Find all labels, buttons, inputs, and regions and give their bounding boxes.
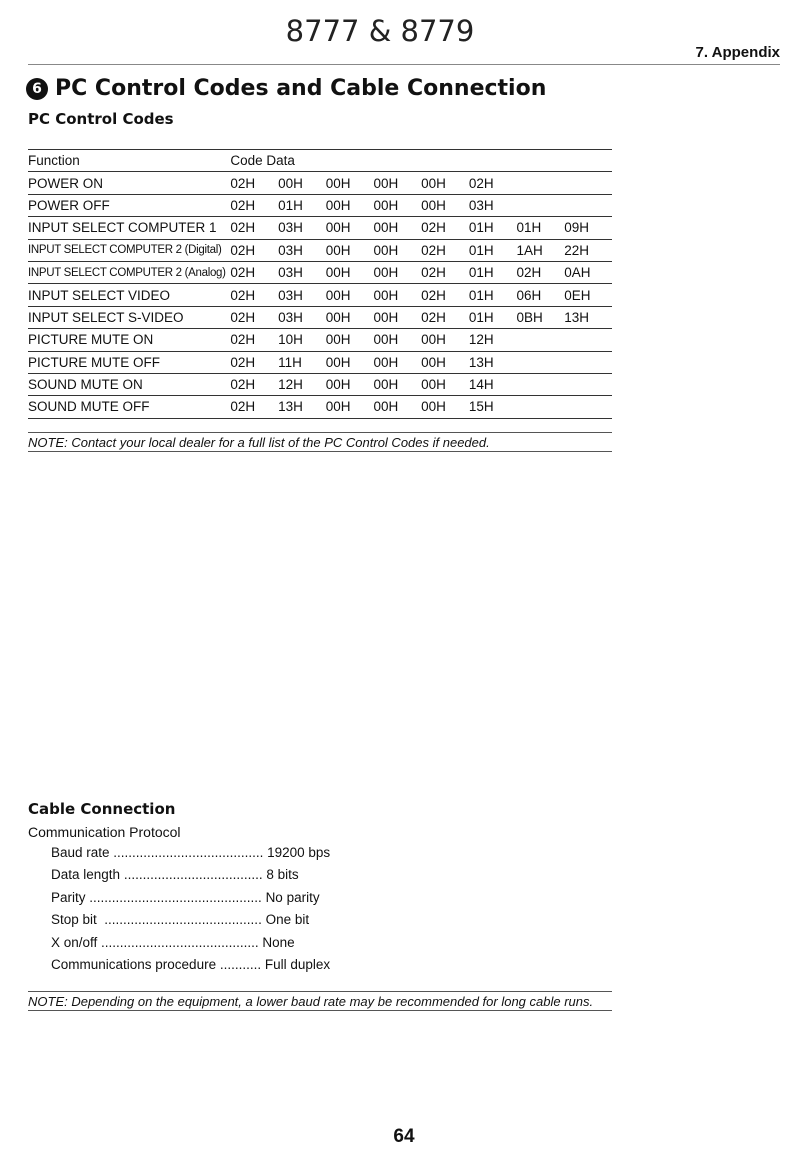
code-cell: 01H bbox=[516, 220, 542, 236]
column-header-code-data: Code Data bbox=[230, 153, 295, 169]
code-cell: 02H bbox=[421, 265, 446, 281]
code-cell bbox=[517, 373, 565, 395]
code-cell: 03H bbox=[278, 242, 303, 258]
code-cell: 02H bbox=[230, 309, 256, 325]
table-row bbox=[28, 351, 612, 373]
code-cell: 00H bbox=[278, 175, 303, 191]
protocol-item-dots: .......................................... bbox=[97, 934, 263, 950]
function-cell: POWER OFF bbox=[28, 197, 110, 213]
code-cell: 06H bbox=[516, 287, 542, 303]
function-cell: POWER ON bbox=[28, 175, 104, 191]
table-row bbox=[28, 194, 612, 216]
protocol-item-label: Parity bbox=[51, 889, 86, 905]
code-cell: 02H bbox=[421, 287, 446, 303]
code-cell: 01H bbox=[468, 220, 494, 236]
code-cell bbox=[517, 351, 565, 373]
code-cell: 00H bbox=[421, 332, 446, 348]
protocol-item-value: One bit bbox=[265, 912, 310, 928]
code-cell: 0BH bbox=[516, 309, 543, 325]
protocol-item-dots: .......................................... bbox=[96, 912, 266, 928]
code-cell: 15H bbox=[468, 399, 494, 415]
code-cell: 03H bbox=[278, 309, 303, 325]
code-cell bbox=[517, 396, 565, 418]
code-cell: 03H bbox=[278, 220, 303, 236]
pc-control-codes-table bbox=[28, 149, 612, 419]
code-cell: 02H bbox=[421, 309, 446, 325]
protocol-item-value: 19200 bps bbox=[267, 845, 331, 860]
protocol-item-value: 8 bits bbox=[266, 867, 299, 883]
code-cell: 03H bbox=[278, 265, 303, 281]
protocol-item bbox=[51, 954, 330, 976]
code-cell: 1AH bbox=[516, 242, 543, 258]
table-row bbox=[28, 396, 612, 418]
code-cell: 02H bbox=[230, 377, 256, 393]
protocol-item bbox=[51, 887, 330, 909]
code-cell: 12H bbox=[468, 332, 494, 348]
table-row bbox=[28, 284, 612, 306]
code-cell: 02H bbox=[421, 220, 446, 236]
main-heading bbox=[26, 76, 546, 101]
code-cell bbox=[517, 194, 565, 216]
code-cell: 01H bbox=[468, 287, 494, 303]
code-cell: 00H bbox=[325, 197, 351, 213]
code-cell: 13H bbox=[564, 309, 589, 325]
table-body bbox=[28, 172, 612, 418]
protocol-list bbox=[51, 842, 330, 976]
code-cell bbox=[517, 329, 565, 351]
code-cell: 00H bbox=[421, 377, 446, 393]
code-cell: 14H bbox=[468, 377, 494, 393]
function-cell: INPUT SELECT COMPUTER 1 bbox=[28, 220, 217, 236]
code-cell: 13H bbox=[278, 399, 303, 415]
table-row bbox=[28, 217, 612, 239]
table-row bbox=[28, 172, 612, 194]
protocol-item-dots: .............................................. bbox=[85, 889, 266, 905]
protocol-item-value: No parity bbox=[265, 889, 320, 905]
code-cell: 00H bbox=[373, 399, 399, 415]
code-cell: 00H bbox=[325, 332, 351, 348]
code-cell: 02H bbox=[230, 399, 256, 415]
function-cell: SOUND MUTE OFF bbox=[28, 399, 150, 415]
function-cell: INPUT SELECT COMPUTER 2 (Analog) bbox=[28, 266, 226, 279]
code-cell: 00H bbox=[421, 175, 446, 191]
code-cell: 0EH bbox=[564, 287, 591, 303]
code-cell: 00H bbox=[325, 175, 351, 191]
main-heading-title: PC Control Codes and Cable Connection bbox=[55, 76, 547, 101]
code-cell: 00H bbox=[373, 242, 399, 258]
protocol-item bbox=[51, 864, 330, 886]
code-cell bbox=[564, 351, 612, 373]
protocol-item-label: X on/off bbox=[51, 934, 98, 950]
code-cell bbox=[564, 329, 612, 351]
code-cell: 10H bbox=[278, 332, 303, 348]
protocol-item bbox=[51, 842, 330, 864]
code-cell bbox=[517, 172, 565, 194]
protocol-item-value: None bbox=[262, 934, 295, 950]
protocol-item bbox=[51, 909, 330, 931]
code-cell: 02H bbox=[421, 242, 446, 258]
code-cell: 00H bbox=[373, 175, 399, 191]
communication-protocol-title: Communication Protocol bbox=[28, 824, 181, 840]
column-header-function: Function bbox=[28, 153, 80, 169]
code-cell: 00H bbox=[325, 265, 351, 281]
page-number: 64 bbox=[393, 1126, 415, 1147]
header-rule bbox=[28, 64, 780, 65]
function-cell: PICTURE MUTE OFF bbox=[28, 354, 160, 370]
table-row bbox=[28, 239, 612, 261]
table-row bbox=[28, 261, 612, 283]
code-cell: 00H bbox=[421, 354, 446, 370]
code-cell: 00H bbox=[373, 197, 399, 213]
code-cell: 00H bbox=[373, 265, 399, 281]
function-cell: INPUT SELECT S-VIDEO bbox=[28, 309, 184, 325]
code-cell: 00H bbox=[325, 377, 351, 393]
code-cell: 01H bbox=[468, 242, 494, 258]
code-cell: 00H bbox=[325, 287, 351, 303]
code-cell: 00H bbox=[325, 354, 351, 370]
code-cell: 00H bbox=[421, 399, 446, 415]
protocol-item-value: Full duplex bbox=[264, 956, 331, 972]
function-cell: INPUT SELECT COMPUTER 2 (Digital) bbox=[28, 244, 222, 257]
code-cell: 01H bbox=[468, 309, 494, 325]
function-cell: INPUT SELECT VIDEO bbox=[28, 287, 171, 303]
code-cell: 00H bbox=[325, 399, 351, 415]
code-cell: 02H bbox=[230, 287, 256, 303]
code-cell bbox=[564, 396, 612, 418]
code-cell bbox=[564, 194, 612, 216]
code-cell: 12H bbox=[278, 377, 303, 393]
code-cell: 01H bbox=[278, 197, 303, 213]
code-cell: 0AH bbox=[564, 265, 591, 281]
table-header-row bbox=[28, 150, 612, 172]
protocol-item-label: Data length bbox=[51, 867, 121, 883]
code-cell: 09H bbox=[564, 220, 589, 236]
code-cell: 02H bbox=[230, 332, 256, 348]
code-cell: 02H bbox=[230, 354, 256, 370]
section-number-badge: 6 bbox=[26, 78, 48, 100]
code-cell: 03H bbox=[468, 197, 494, 213]
code-cell bbox=[564, 172, 612, 194]
code-cell: 00H bbox=[373, 220, 399, 236]
pc-control-codes-note: NOTE: Contact your local dealer for a full list of the PC Control Codes if needed. bbox=[28, 432, 612, 452]
code-cell: 00H bbox=[373, 377, 399, 393]
code-cell: 02H bbox=[230, 175, 256, 191]
code-cell: 01H bbox=[468, 265, 494, 281]
function-cell: SOUND MUTE ON bbox=[28, 377, 143, 393]
code-cell: 00H bbox=[373, 332, 399, 348]
cable-connection-note: NOTE: Depending on the equipment, a lower baud rate may be recommended for long cable runs. bbox=[28, 991, 612, 1011]
protocol-item-dots: ........... bbox=[216, 956, 265, 972]
code-cell: 00H bbox=[421, 197, 446, 213]
protocol-item-dots: ..................................... bbox=[120, 867, 267, 883]
code-cell: 00H bbox=[373, 287, 399, 303]
section-label: 7. Appendix bbox=[695, 44, 780, 61]
cable-connection-heading: Cable Connection bbox=[28, 800, 176, 818]
table-row bbox=[28, 329, 612, 351]
code-cell: 13H bbox=[468, 354, 494, 370]
code-cell: 11H bbox=[278, 354, 302, 370]
code-cell: 00H bbox=[325, 242, 351, 258]
code-cell: 00H bbox=[373, 309, 399, 325]
protocol-item-dots: ........................................ bbox=[109, 845, 268, 860]
code-cell: 02H bbox=[468, 175, 494, 191]
code-cell: 00H bbox=[373, 354, 399, 370]
code-cell: 02H bbox=[230, 242, 256, 258]
code-cell: 22H bbox=[564, 242, 589, 258]
code-cell: 02H bbox=[230, 197, 256, 213]
protocol-item-label: Communications procedure bbox=[51, 956, 217, 972]
pc-control-codes-heading: PC Control Codes bbox=[28, 110, 174, 128]
code-cell: 00H bbox=[325, 220, 351, 236]
function-cell: PICTURE MUTE ON bbox=[28, 332, 154, 348]
code-cell: 02H bbox=[230, 265, 256, 281]
protocol-item-label: Baud rate bbox=[51, 845, 110, 860]
code-cell: 03H bbox=[278, 287, 303, 303]
table-row bbox=[28, 306, 612, 328]
protocol-item-label: Stop bit bbox=[51, 912, 97, 928]
code-cell: 00H bbox=[325, 309, 351, 325]
model-title: 8777 & 8779 bbox=[285, 14, 475, 48]
code-cell: 02H bbox=[516, 265, 542, 281]
code-cell: 02H bbox=[230, 220, 256, 236]
table-row bbox=[28, 373, 612, 395]
code-cell bbox=[564, 373, 612, 395]
protocol-item bbox=[51, 932, 330, 954]
